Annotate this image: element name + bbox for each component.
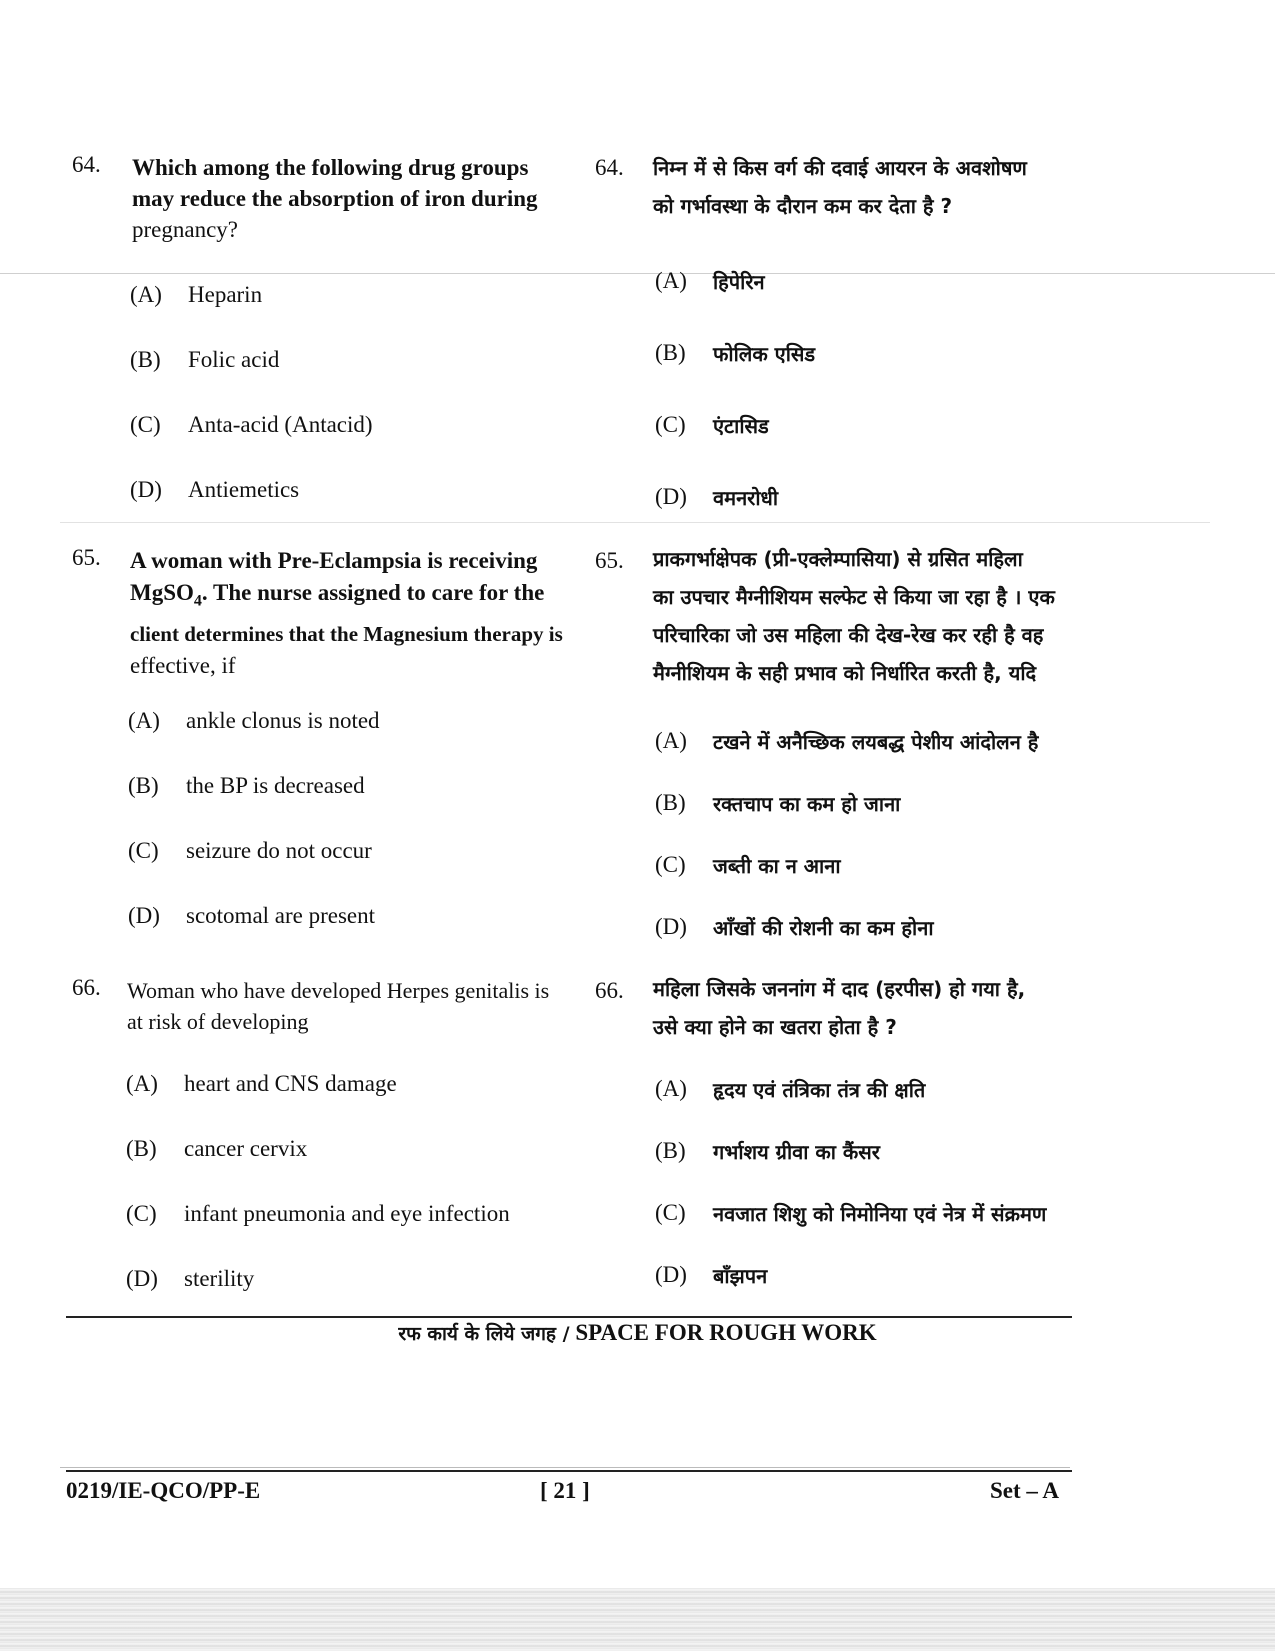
option-text: Folic acid [188,347,280,372]
question-text [653,540,1103,692]
option-text: Anta-acid (Antacid) [188,412,373,437]
option-label: (B) [655,340,686,365]
option-text: Antiemetics [188,477,300,502]
option-text: वमनरोधी [713,486,779,510]
question-line: effective, if [130,652,236,678]
question-line: उसे क्या होने का खतरा होता है ? [653,1015,897,1039]
question-line: may reduce the absorption of iron during [132,186,538,211]
question-65-en [72,545,582,678]
scan-artifact-line [0,273,1275,274]
option-text: heart and CNS damage [184,1071,397,1096]
subscript: 4 [193,592,202,610]
scan-artifact-line [60,522,1210,523]
page-number: [ 21 ] [540,1478,590,1503]
scan-edge-band [0,1588,1275,1651]
question-line: परिचारिका जो उस महिला की देख-रेख कर रही है वह [653,623,1044,647]
option-text: आँखों की रोशनी का कम होना [713,916,934,940]
rough-work-divider [66,1316,1072,1318]
question-line: A woman with Pre-Eclampsia is receiving [130,548,538,573]
question-line: मैग्नीशियम के सही प्रभाव को निर्धारित करती है, यदि [653,661,1037,685]
question-line: प्राकगर्भाक्षेपक (प्री-एक्लेम्पासिया) से ग्रसित महिला [653,547,1023,571]
option-label: (B) [126,1136,157,1161]
question-line: at risk of developing [127,1009,309,1034]
rough-work-english: SPACE FOR ROUGH WORK [569,1320,877,1345]
option-label: (A) [128,708,160,733]
option-label: (D) [126,1266,158,1291]
question-64-hi [595,155,1095,235]
option-label: (D) [130,477,162,502]
option-label: (C) [655,1200,686,1225]
option-text: the BP is decreased [186,773,365,798]
option-text: cancer cervix [184,1136,308,1161]
question-number: 65. [72,545,101,570]
option-text: एंटासिड [713,414,769,438]
question-text [127,975,597,1037]
question-64-en [72,152,582,242]
question-text [130,545,590,682]
option-label: (B) [655,790,686,815]
question-text [132,152,582,245]
option-label: (D) [655,1262,687,1287]
footer-divider [66,1470,1072,1472]
option-label: (C) [126,1201,157,1226]
set-label: Set – A [990,1478,1059,1503]
option-text: Heparin [188,282,263,307]
option-text: हिपेरिन [713,270,765,294]
option-text: फोलिक एसिड [713,342,816,366]
question-line: का उपचार मैग्नीशियम सल्फेट से किया जा रहा है । एक [653,585,1055,609]
rough-work-heading [0,1320,1275,1346]
option-label: (A) [655,268,687,293]
option-label: (C) [130,412,161,437]
option-label: (B) [655,1138,686,1163]
question-line: MgSO$_4$. The nurse assigned to care for the [130,580,545,610]
question-number: 64. [72,152,101,177]
question-66-en [72,975,582,1045]
question-line: निम्न में से किस वर्ग की दवाई आयरन के अवशोषण [653,156,1027,180]
option-label: (D) [128,903,160,928]
question-number: 66. [72,975,101,1000]
question-number: 65. [595,548,624,573]
question-number: 64. [595,155,624,180]
option-text: जब्ती का न आना [713,854,841,878]
option-label: (D) [655,484,687,509]
option-text: बाँझपन [713,1264,768,1288]
option-label: (C) [655,852,686,877]
option-label: (B) [128,773,159,798]
option-label: (A) [655,728,687,753]
option-label: (C) [655,412,686,437]
option-text: ankle clonus is noted [186,708,380,733]
option-text: नवजात शिशु को निमोनिया एवं नेत्र में संक्रमण [713,1202,1047,1226]
question-text [653,970,1103,1046]
question-line: Which among the following drug groups [132,155,529,180]
question-text [653,149,1093,225]
question-66-hi [595,978,1095,1058]
question-line: client determines that the Magnesium therapy is [130,621,563,646]
option-label: (D) [655,914,687,939]
rough-work-hindi: रफ कार्य के लिये जगह / [398,1323,570,1345]
question-line: Woman who have developed Herpes genitalis is [127,978,550,1003]
option-text: seizure do not occur [186,838,372,863]
question-line: महिला जिसके जननांग में दाद (हरपीस) हो गया है, [653,977,1026,1001]
scan-artifact-line [60,1467,1070,1468]
option-label: (B) [130,347,161,372]
question-line: pregnancy? [132,217,238,242]
option-text: गर्भाशय ग्रीवा का कैंसर [713,1140,880,1164]
option-text: रक्तचाप का कम हो जाना [713,792,901,816]
question-65-hi [595,548,1095,698]
paper-code: 0219/IE-QCO/PP-E [66,1478,261,1503]
option-label: (C) [128,838,159,863]
question-number: 66. [595,978,624,1003]
option-text: हृदय एवं तंत्रिका तंत्र की क्षति [713,1078,926,1102]
option-text: infant pneumonia and eye infection [184,1201,510,1226]
option-label: (A) [126,1071,158,1096]
option-text: टखने में अनैच्छिक लयबद्ध पेशीय आंदोलन है [713,730,1039,754]
question-line: को गर्भावस्था के दौरान कम कर देता है ? [653,194,953,218]
option-text: sterility [184,1266,255,1291]
option-label: (A) [130,282,162,307]
option-text: scotomal are present [186,903,376,928]
option-label: (A) [655,1076,687,1101]
